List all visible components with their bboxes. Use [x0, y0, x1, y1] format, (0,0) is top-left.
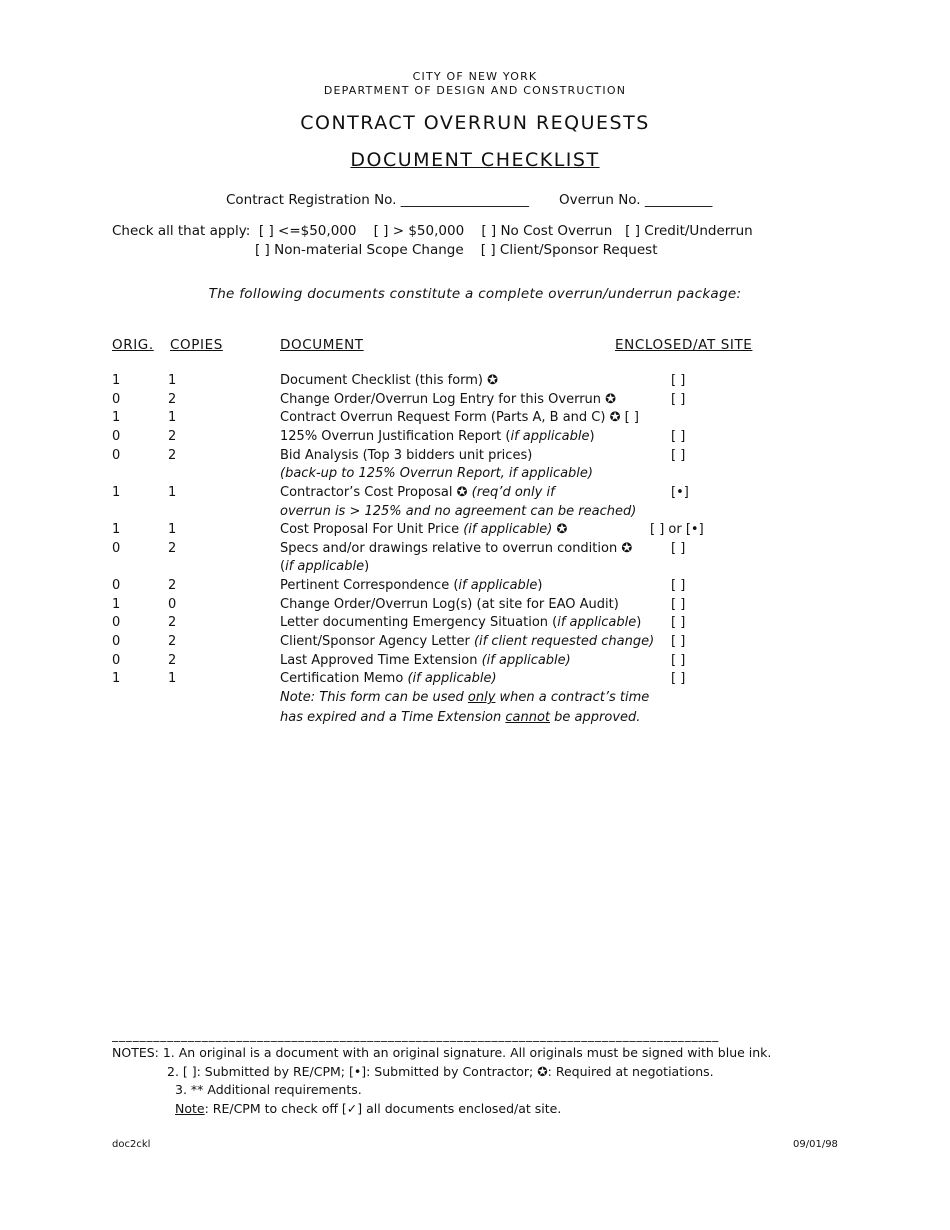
table-row — [0, 429, 950, 448]
department-name: DEPARTMENT OF DESIGN AND CONSTRUCTION — [323, 84, 627, 97]
table-row — [0, 634, 950, 653]
enclosed-checkbox[interactable]: [•] — [671, 485, 689, 500]
table-row — [0, 578, 950, 597]
orig-value: 1 — [112, 373, 121, 388]
table-row — [0, 466, 950, 485]
document-name: (if applicable) — [280, 559, 370, 574]
page-subtitle: DOCUMENT CHECKLIST — [350, 149, 600, 171]
table-row — [0, 392, 950, 411]
copies-value: 2 — [168, 615, 177, 630]
copies-value: 2 — [168, 392, 177, 407]
table-row — [0, 522, 950, 541]
document-name: 125% Overrun Justification Report (if applicable) — [280, 429, 595, 444]
document-name: Client/Sponsor Agency Letter (if client requested change) — [280, 634, 655, 649]
copies-value: 2 — [168, 429, 177, 444]
copies-value: 2 — [168, 448, 177, 463]
enclosed-checkbox[interactable]: [ ] — [671, 615, 686, 630]
document-name: Change Order/Overrun Log(s) (at site for EAO Audit) — [280, 597, 619, 612]
orig-value: 0 — [112, 392, 121, 407]
copies-value: 1 — [168, 671, 177, 686]
intro-text: The following documents constitute a complete overrun/underrun package: — [208, 286, 742, 302]
document-name: Certification Memo (if applicable) — [280, 671, 497, 686]
copies-value: 2 — [168, 578, 177, 593]
table-row — [0, 448, 950, 467]
org-name: CITY OF NEW YORK — [412, 70, 538, 83]
enclosed-checkbox[interactable]: [ ] — [671, 634, 686, 649]
copies-value: 0 — [168, 597, 177, 612]
orig-value: 0 — [112, 541, 121, 556]
table-row — [0, 373, 950, 392]
copies-value: 1 — [168, 485, 177, 500]
orig-value: 0 — [112, 634, 121, 649]
orig-value: 0 — [112, 653, 121, 668]
table-row — [0, 653, 950, 672]
check-all-line-2: [ ] Non-material Scope Change [ ] Client/Sponsor Request — [255, 242, 658, 258]
copies-value: 2 — [168, 634, 177, 649]
check-all-line-1: Check all that apply: [ ] <=$50,000 [ ] > $50,000 [ ] No Cost Overrun [ ] Credit/Underrun — [112, 223, 753, 239]
orig-value: 0 — [112, 429, 121, 444]
enclosed-checkbox[interactable]: [ ] — [671, 653, 686, 668]
orig-value: 0 — [112, 615, 121, 630]
memo-note-line-2: has expired and a Time Extension cannot be approved. — [280, 710, 641, 725]
document-name: overrun is > 125% and no agreement can be reached) — [280, 504, 637, 519]
table-row — [0, 541, 950, 560]
footer-note-3: 3. ** Additional requirements. — [175, 1082, 362, 1097]
document-name: Bid Analysis (Top 3 bidders unit prices) — [280, 448, 533, 463]
enclosed-checkbox[interactable]: [ ] or [•] — [650, 522, 704, 537]
column-header-enclosed: ENCLOSED/AT SITE — [615, 337, 753, 353]
copies-value: 2 — [168, 541, 177, 556]
enclosed-checkbox[interactable]: [ ] — [671, 429, 686, 444]
memo-note-line-1: Note: This form can be used only when a contract’s time — [280, 690, 650, 705]
overrun-number-field: Overrun No. __________ — [559, 192, 713, 208]
enclosed-checkbox[interactable]: [ ] — [671, 448, 686, 463]
column-header-copies: COPIES — [170, 337, 223, 353]
document-name: Specs and/or drawings relative to overrun condition ✪ — [280, 541, 633, 556]
enclosed-checkbox[interactable]: [ ] — [671, 541, 686, 556]
orig-value: 1 — [112, 522, 121, 537]
copies-value: 1 — [168, 522, 177, 537]
registration-number-field: Contract Registration No. ___________________ — [226, 192, 530, 208]
orig-value: 0 — [112, 448, 121, 463]
table-row — [0, 615, 950, 634]
copies-value: 1 — [168, 410, 177, 425]
table-row — [0, 597, 950, 616]
copies-value: 1 — [168, 373, 177, 388]
document-name: Pertinent Correspondence (if applicable) — [280, 578, 543, 593]
enclosed-checkbox[interactable]: [ ] — [671, 671, 686, 686]
table-row — [0, 559, 950, 578]
document-name: (back-up to 125% Overrun Report, if applicable) — [280, 466, 593, 481]
orig-value: 1 — [112, 671, 121, 686]
document-code: doc2ckl — [112, 1139, 151, 1150]
table-row — [0, 671, 950, 690]
footer-note-2: 2. [ ]: Submitted by RE/CPM; [•]: Submitted by Contractor; ✪: Required at negotiations. — [167, 1064, 714, 1079]
document-name: Contractor’s Cost Proposal ✪ (req’d only if — [280, 485, 555, 500]
document-name: Document Checklist (this form) ✪ — [280, 373, 499, 388]
table-row — [0, 485, 950, 504]
table-row — [0, 410, 950, 429]
footer-note-4: Note: RE/CPM to check off [✓] all documents enclosed/at site. — [175, 1101, 562, 1116]
orig-value: 1 — [112, 485, 121, 500]
document-name: Cost Proposal For Unit Price (if applicable) ✪ — [280, 522, 568, 537]
document-name: Contract Overrun Request Form (Parts A, B and C) ✪ [ ] — [280, 410, 639, 425]
orig-value: 0 — [112, 578, 121, 593]
document-name: Last Approved Time Extension (if applicable) — [280, 653, 571, 668]
enclosed-checkbox[interactable]: [ ] — [671, 578, 686, 593]
page-title: CONTRACT OVERRUN REQUESTS — [300, 112, 650, 134]
revision-date: 09/01/98 — [793, 1139, 838, 1150]
footer-rule: ________________________________________________________________________________________ — [112, 1028, 720, 1042]
document-name: Change Order/Overrun Log Entry for this Overrun ✪ — [280, 392, 617, 407]
orig-value: 1 — [112, 410, 121, 425]
document-name: Letter documenting Emergency Situation (if applicable) — [280, 615, 642, 630]
column-header-document: DOCUMENT — [280, 337, 364, 353]
copies-value: 2 — [168, 653, 177, 668]
column-header-orig: ORIG. — [112, 337, 154, 353]
enclosed-checkbox[interactable]: [ ] — [671, 373, 686, 388]
enclosed-checkbox[interactable]: [ ] — [671, 597, 686, 612]
enclosed-checkbox[interactable]: [ ] — [671, 392, 686, 407]
table-row — [0, 504, 950, 523]
orig-value: 1 — [112, 597, 121, 612]
footer-note-1: NOTES: 1. An original is a document with an original signature. All originals must be signed with blue ink. — [112, 1045, 772, 1060]
